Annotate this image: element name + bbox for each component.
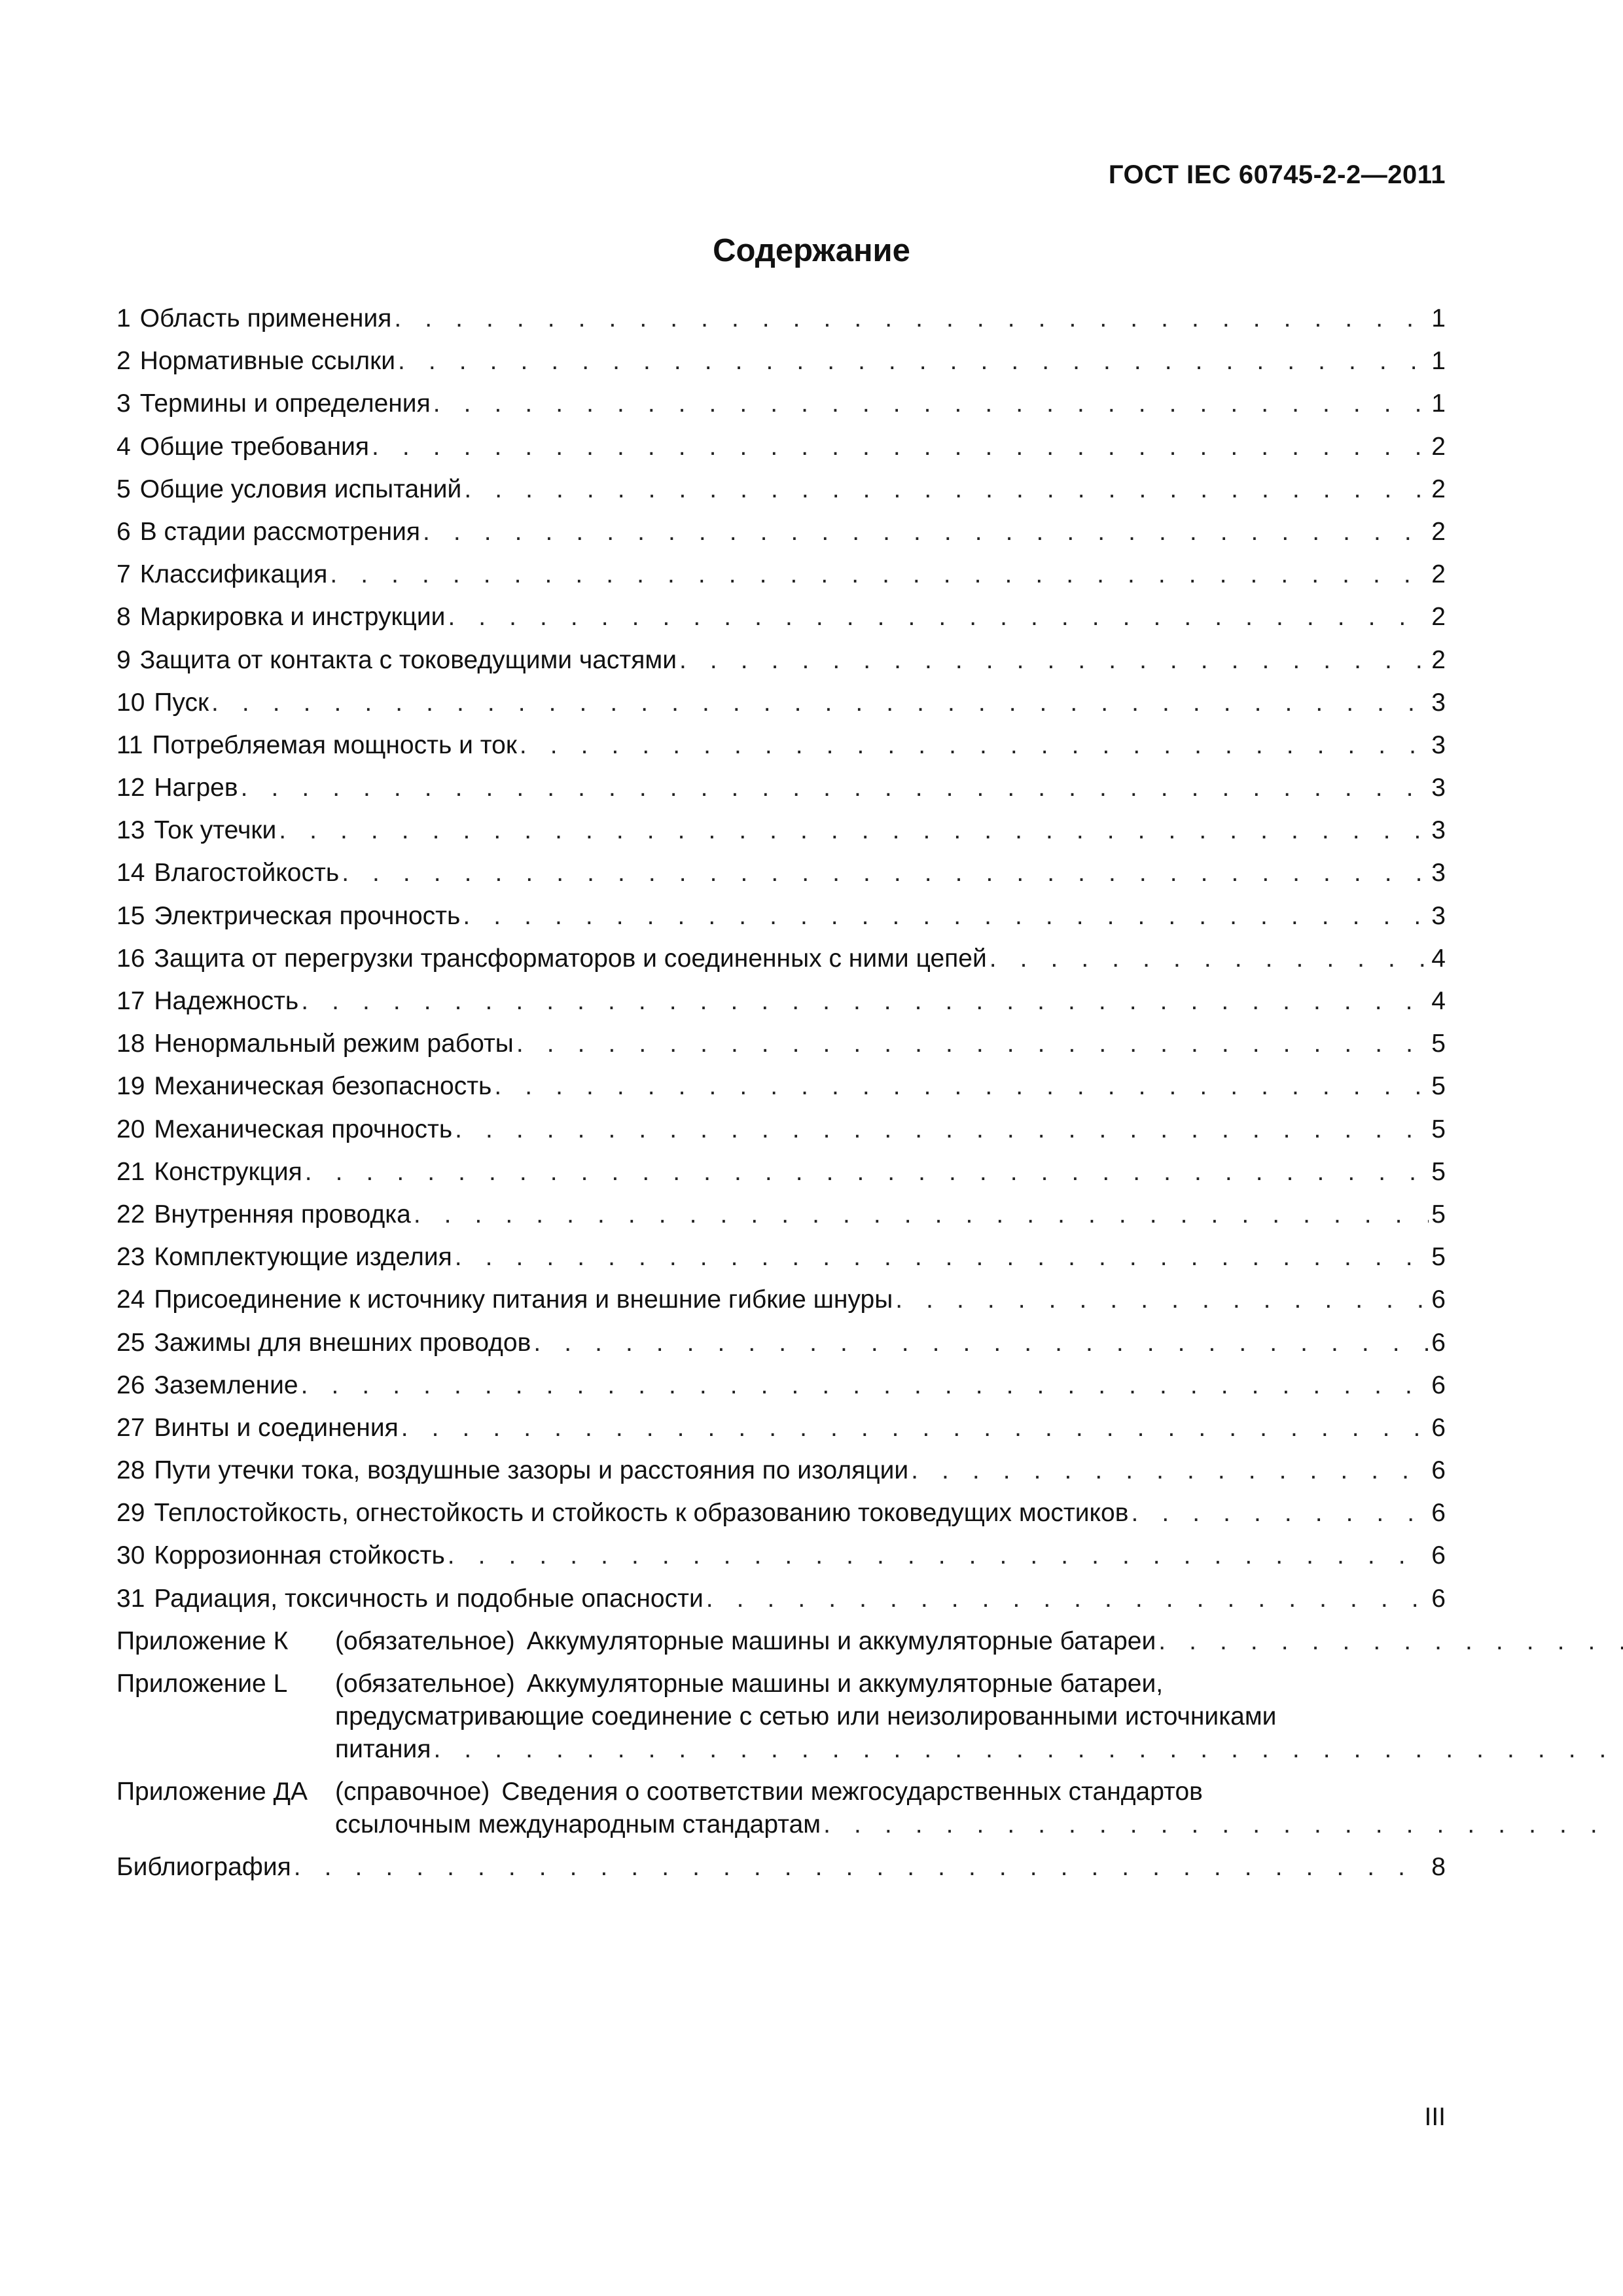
toc-entry[interactable] (116, 900, 1446, 942)
toc-entry-title: Ток утечки (154, 816, 277, 845)
toc-entry-number: 16 (116, 944, 145, 973)
toc-entry-number: 14 (116, 859, 145, 888)
toc-leader-dots (895, 1283, 1429, 1316)
toc-leader-dots (394, 302, 1429, 335)
toc-entry-title: Внутренняя проводка (154, 1200, 411, 1229)
toc-entry[interactable] (116, 814, 1446, 857)
toc-entry-page: 1 (1431, 304, 1446, 332)
toc-title: Содержание (713, 233, 910, 268)
toc-entry[interactable] (116, 1070, 1446, 1113)
toc-entry-page: 3 (1431, 859, 1446, 888)
toc-leader-dots (464, 473, 1429, 506)
toc-entry-number: 22 (116, 1200, 145, 1229)
annex-title-line: ссылочным международным стандартам (335, 1810, 821, 1839)
toc-leader-dots (305, 1156, 1429, 1189)
toc-entry-title: Конструкция (154, 1157, 302, 1186)
page-number: III (1424, 2103, 1446, 2131)
toc-entry-number: 9 (116, 645, 131, 674)
toc-entry-number: 2 (116, 347, 131, 376)
toc-entry-page: 2 (1431, 517, 1446, 546)
toc-entry[interactable] (116, 644, 1446, 687)
toc-entry[interactable] (116, 985, 1446, 1028)
toc-entry[interactable] (116, 1454, 1446, 1497)
toc-entry-title: Общие требования (139, 432, 370, 461)
annex-title-line: Аккумуляторные машины и аккумуляторные батареи, (526, 1669, 1164, 1698)
toc-leader-dots (342, 857, 1429, 889)
toc-leader-dots (241, 772, 1429, 804)
toc-entry-number: 24 (116, 1285, 145, 1314)
annex-title-line: предусматривающие соединение с сетью или неизолированными источниками (335, 1702, 1277, 1731)
toc-leader-dots (448, 601, 1429, 634)
toc-entry-number: 30 (116, 1541, 145, 1570)
annex-title-line: Сведения о соответствии межгосударственных стандартов (501, 1777, 1203, 1806)
toc-leader-dots (330, 558, 1429, 591)
toc-entry[interactable] (116, 516, 1446, 558)
toc-entry-number: 25 (116, 1328, 145, 1357)
toc-entry-page: 6 (1431, 1371, 1446, 1399)
toc-leader-dots (433, 1733, 1623, 1766)
toc-entry-number: 27 (116, 1413, 145, 1442)
toc-entry-title: Классификация (139, 560, 328, 589)
toc-entry-title: Термины и определения (139, 389, 431, 418)
toc-entry[interactable] (116, 345, 1446, 387)
toc-leader-dots (1158, 1625, 1623, 1658)
annex-line (335, 1625, 1623, 1658)
toc-entry-number: 15 (116, 901, 145, 930)
toc-entry[interactable] (116, 1156, 1446, 1198)
toc-entry[interactable] (116, 387, 1446, 430)
toc-leader-dots (301, 985, 1429, 1018)
toc-annex-entry[interactable] (116, 1776, 1446, 1841)
toc-entry-title: Пуск (154, 688, 209, 717)
toc-entry-page: 5 (1431, 1072, 1446, 1101)
toc-entry[interactable] (116, 729, 1446, 772)
annex-line (335, 1808, 1623, 1841)
toc-entry-page: 2 (1431, 432, 1446, 461)
annex-label: Приложение L (116, 1669, 288, 1698)
toc-leader-dots (706, 1583, 1429, 1615)
toc-leader-dots (679, 644, 1429, 677)
document-code: ГОСТ IEC 60745-2-2—2011 (1108, 160, 1446, 189)
toc-annex-entry[interactable] (116, 1625, 1446, 1658)
toc-entry-page: 8 (1431, 1852, 1446, 1881)
toc-entry-page: 3 (1431, 688, 1446, 717)
toc-entry[interactable] (116, 1028, 1446, 1070)
toc-entry[interactable] (116, 302, 1446, 345)
toc-leader-dots (494, 1070, 1429, 1103)
toc-entry-number: 5 (116, 475, 131, 503)
toc-entry-number: 18 (116, 1030, 145, 1058)
annex-status: (обязательное) (335, 1669, 515, 1698)
toc-entry-number: 11 (116, 730, 143, 759)
toc-entry-page: 3 (1431, 901, 1446, 930)
toc-entry-number: 29 (116, 1499, 145, 1528)
toc-entry-number: 13 (116, 816, 145, 845)
toc-annex-entry[interactable] (116, 1668, 1446, 1766)
toc-entry-page: 2 (1431, 475, 1446, 503)
toc-entry-title: Механическая прочность (154, 1115, 453, 1143)
toc-entry-page: 6 (1431, 1499, 1446, 1528)
toc-entry[interactable] (116, 687, 1446, 729)
annex-status: (справочное) (335, 1777, 490, 1806)
toc-entry-title: Защита от перегрузки трансформаторов и соединенных с ними цепей (154, 944, 987, 973)
toc-entry-page: 3 (1431, 730, 1446, 759)
toc-entry-number: 3 (116, 389, 131, 418)
toc-entry-title: Комплектующие изделия (154, 1243, 452, 1272)
toc-entry-title: Механическая безопасность (154, 1072, 492, 1101)
bibliography-title: Библиография (116, 1852, 291, 1881)
toc-entry-title: Нагрев (154, 774, 238, 802)
toc-entry-page: 6 (1431, 1413, 1446, 1442)
toc-leader-dots (294, 1851, 1429, 1884)
toc-entry-title: Заземление (154, 1371, 298, 1399)
toc-leader-dots (211, 687, 1429, 719)
annex-line (335, 1776, 1623, 1808)
toc-leader-dots (533, 1327, 1429, 1359)
toc-entry-title: Радиация, токсичность и подобные опасности (154, 1584, 704, 1613)
toc-leader-dots (279, 814, 1429, 847)
toc-entry[interactable] (116, 1369, 1446, 1412)
toc-entry-number: 28 (116, 1456, 145, 1485)
toc-entry[interactable] (116, 601, 1446, 643)
table-of-contents (116, 302, 1446, 1893)
toc-entry[interactable] (116, 1327, 1446, 1369)
toc-entry-number: 20 (116, 1115, 145, 1143)
toc-entry[interactable] (116, 772, 1446, 814)
toc-entry-title: Защита от контакта с токоведущими частями (139, 645, 677, 674)
toc-entry-number: 1 (116, 304, 131, 332)
toc-entry[interactable] (116, 1539, 1446, 1582)
toc-entry-page: 1 (1431, 347, 1446, 376)
toc-leader-dots (520, 729, 1429, 762)
toc-leader-dots (398, 345, 1429, 378)
toc-leader-dots (433, 387, 1429, 420)
annex-title-line: Аккумуляторные машины и аккумуляторные батареи (526, 1626, 1156, 1655)
toc-entry-page: 5 (1431, 1243, 1446, 1272)
toc-entry-title: Ненормальный режим работы (154, 1030, 514, 1058)
toc-leader-dots (911, 1454, 1429, 1487)
toc-entry-number: 7 (116, 560, 131, 589)
annex-line (335, 1733, 1623, 1766)
toc-entry-title: Присоединение к источнику питания и внешние гибкие шнуры (154, 1285, 893, 1314)
toc-entry[interactable] (116, 1241, 1446, 1283)
toc-leader-dots (301, 1369, 1429, 1402)
toc-entry-title: Винты и соединения (154, 1413, 399, 1442)
annex-label: Приложение К (116, 1626, 289, 1655)
toc-entry-title: Теплостойкость, огнестойкость и стойкость к образованию токоведущих мостиков (154, 1499, 1129, 1528)
toc-entry-number: 4 (116, 432, 131, 461)
toc-entry-title: Область применения (139, 304, 392, 332)
toc-entry-page: 6 (1431, 1328, 1446, 1357)
toc-entry-number: 6 (116, 517, 131, 546)
toc-entry-page: 1 (1431, 389, 1446, 418)
toc-entry-title: Коррозионная стойкость (154, 1541, 445, 1570)
toc-entry-title: Электрическая прочность (154, 901, 461, 930)
annex-status: (обязательное) (335, 1626, 515, 1655)
toc-entry-page: 2 (1431, 645, 1446, 674)
toc-entry-page: 2 (1431, 560, 1446, 589)
toc-leader-dots (414, 1198, 1429, 1231)
toc-entry[interactable] (116, 1113, 1446, 1156)
toc-leader-dots (455, 1113, 1429, 1146)
toc-entry-number: 21 (116, 1157, 145, 1186)
toc-entry-title: В стадии рассмотрения (139, 517, 421, 546)
toc-entry-number: 23 (116, 1243, 145, 1272)
toc-entry-page: 6 (1431, 1541, 1446, 1570)
toc-entry[interactable] (116, 1583, 1446, 1625)
toc-entry-number: 12 (116, 774, 145, 802)
toc-leader-dots (372, 431, 1429, 463)
toc-leader-dots (990, 942, 1429, 975)
annex-label: Приложение ДА (116, 1777, 308, 1806)
toc-entry-number: 17 (116, 987, 145, 1015)
toc-entry-page: 5 (1431, 1115, 1446, 1143)
annex-body (335, 1625, 1623, 1658)
toc-leader-dots (423, 516, 1429, 548)
toc-entry-number: 31 (116, 1584, 145, 1613)
toc-entry-page: 5 (1431, 1157, 1446, 1186)
toc-entry[interactable] (116, 942, 1446, 985)
toc-entry[interactable] (116, 473, 1446, 516)
toc-entry-page: 3 (1431, 816, 1446, 845)
toc-entry-number: 8 (116, 603, 131, 632)
toc-entry-title: Маркировка и инструкции (139, 603, 446, 632)
toc-entry-title: Потребляемая мощность и ток (152, 730, 517, 759)
toc-entry[interactable] (116, 1283, 1446, 1326)
toc-leader-dots (1131, 1497, 1429, 1530)
toc-entry-page: 2 (1431, 603, 1446, 632)
annex-line (335, 1700, 1623, 1733)
toc-leader-dots (463, 900, 1429, 933)
toc-leader-dots (455, 1241, 1429, 1274)
toc-entry-page: 5 (1431, 1030, 1446, 1058)
annex-body (335, 1668, 1623, 1766)
toc-leader-dots (401, 1412, 1429, 1444)
toc-entry-page: 6 (1431, 1285, 1446, 1314)
toc-entry[interactable] (116, 431, 1446, 473)
toc-entry-page: 3 (1431, 774, 1446, 802)
toc-entry[interactable] (116, 857, 1446, 899)
toc-entry[interactable] (116, 1497, 1446, 1539)
toc-leader-dots (823, 1808, 1623, 1841)
toc-entry-number: 10 (116, 688, 145, 717)
annex-title-line: питания (335, 1734, 431, 1763)
toc-entry[interactable] (116, 1412, 1446, 1454)
toc-leader-dots (516, 1028, 1429, 1060)
annex-body (335, 1776, 1623, 1841)
toc-entry-page: 4 (1431, 987, 1446, 1015)
toc-entry-title: Зажимы для внешних проводов (154, 1328, 531, 1357)
toc-entry-page: 6 (1431, 1584, 1446, 1613)
toc-entry-page: 5 (1431, 1200, 1446, 1229)
toc-entry[interactable] (116, 1198, 1446, 1241)
toc-entry-page: 4 (1431, 944, 1446, 973)
toc-entry-page: 6 (1431, 1456, 1446, 1485)
toc-entry-title: Общие условия испытаний (139, 475, 462, 503)
toc-entry-number: 19 (116, 1072, 145, 1101)
toc-bibliography[interactable] (116, 1851, 1446, 1893)
toc-entry-number: 26 (116, 1371, 145, 1399)
toc-entry-title: Пути утечки тока, воздушные зазоры и расстояния по изоляции (154, 1456, 909, 1485)
annex-line (335, 1668, 1623, 1700)
toc-entry-title: Влагостойкость (154, 859, 340, 888)
toc-leader-dots (448, 1539, 1429, 1572)
toc-entry[interactable] (116, 558, 1446, 601)
toc-entry-title: Нормативные ссылки (139, 347, 395, 376)
toc-entry-title: Надежность (154, 987, 299, 1015)
